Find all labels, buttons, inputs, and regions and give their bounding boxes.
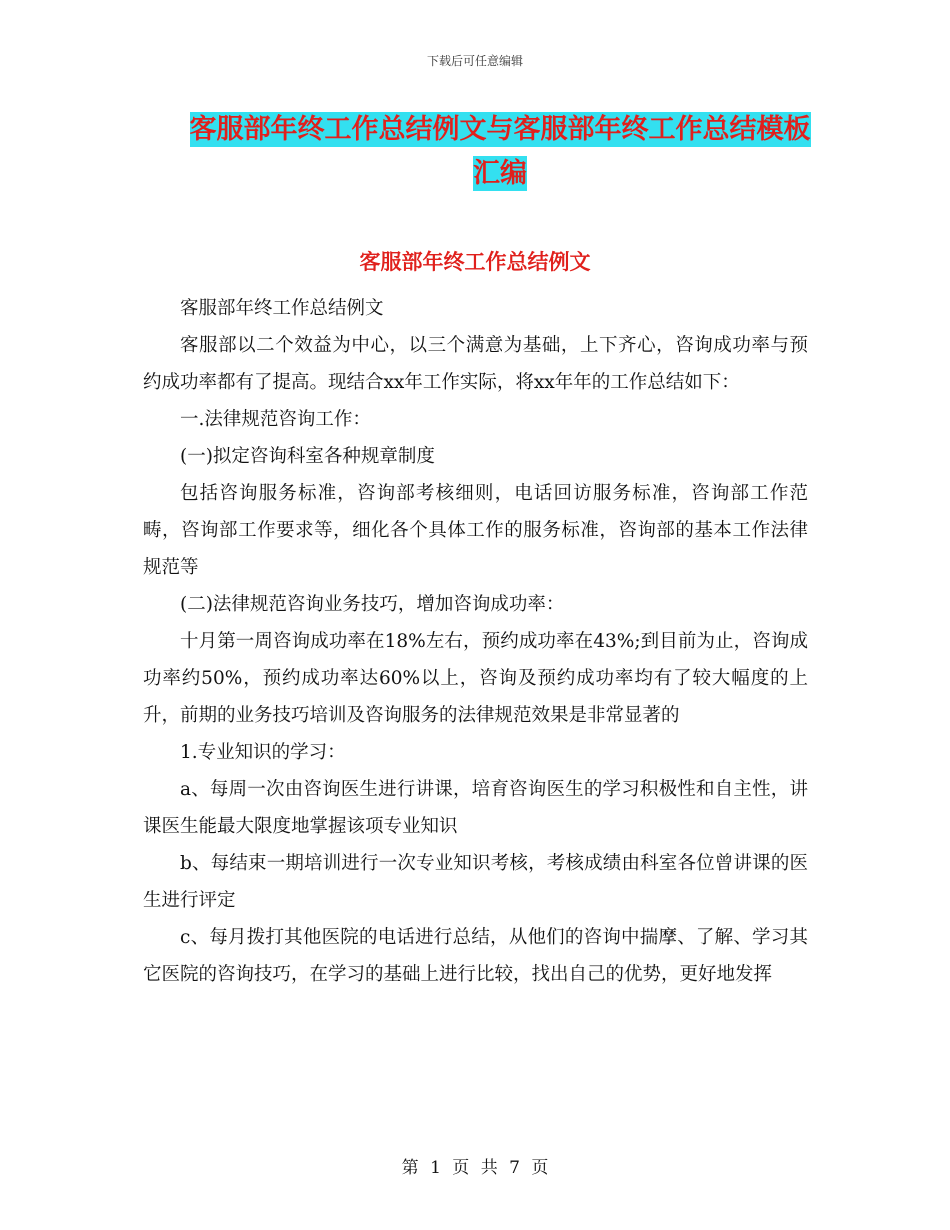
paragraph: c、每月拨打其他医院的电话进行总结，从他们的咨询中揣摩、了解、学习其它医院的咨询技巧，在学习的基础上进行比较，找出自己的优势，更好地发挥 (143, 927, 808, 985)
paragraph: 客服部以二个效益为中心，以三个满意为基础，上下齐心，咨询成功率与预约成功率都有了提高。现结合xx年工作实际，将xx年年的工作总结如下： (143, 335, 808, 393)
document-title (140, 108, 860, 196)
document-title-line-1: 客服部年终工作总结例文与客服部年终工作总结模板 (189, 114, 811, 145)
paragraph: b、每结束一期培训进行一次专业知识考核，考核成绩由科室各位曾讲课的医生进行评定 (143, 853, 808, 911)
body-text (143, 290, 808, 993)
paragraph: 1.专业知识的学习： (180, 742, 346, 763)
header-note: 下载后可任意编辑 (426, 54, 523, 68)
section-title: 客服部年终工作总结例文 (359, 250, 591, 274)
paragraph: 十月第一周咨询成功率在18%左右，预约成功率在43%;到目前为止，咨询成功率约50%，预约成功率达60%以上，咨询及预约成功率均有了较大幅度的上升，前期的业务技巧培训及咨询服务的法律规范效果是非常显著的 (143, 631, 808, 726)
page-footer: 第 1 页 共 7 页 (401, 1158, 549, 1178)
paragraph: 一.法律规范咨询工作： (180, 409, 371, 430)
paragraph: (一)拟定咨询科室各种规章制度 (180, 446, 435, 467)
paragraph: (二)法律规范咨询业务技巧，增加咨询成功率： (180, 594, 565, 615)
paragraph: 包括咨询服务标准，咨询部考核细则，电话回访服务标准，咨询部工作范畴，咨询部工作要求等，细化各个具体工作的服务标准，咨询部的基本工作法律规范等 (143, 483, 808, 578)
document-title-line-2: 汇编 (473, 158, 527, 189)
paragraph: a、每周一次由咨询医生进行讲课，培育咨询医生的学习积极性和自主性，讲课医生能最大限度地掌握该项专业知识 (143, 779, 808, 837)
paragraph: 客服部年终工作总结例文 (180, 298, 384, 319)
